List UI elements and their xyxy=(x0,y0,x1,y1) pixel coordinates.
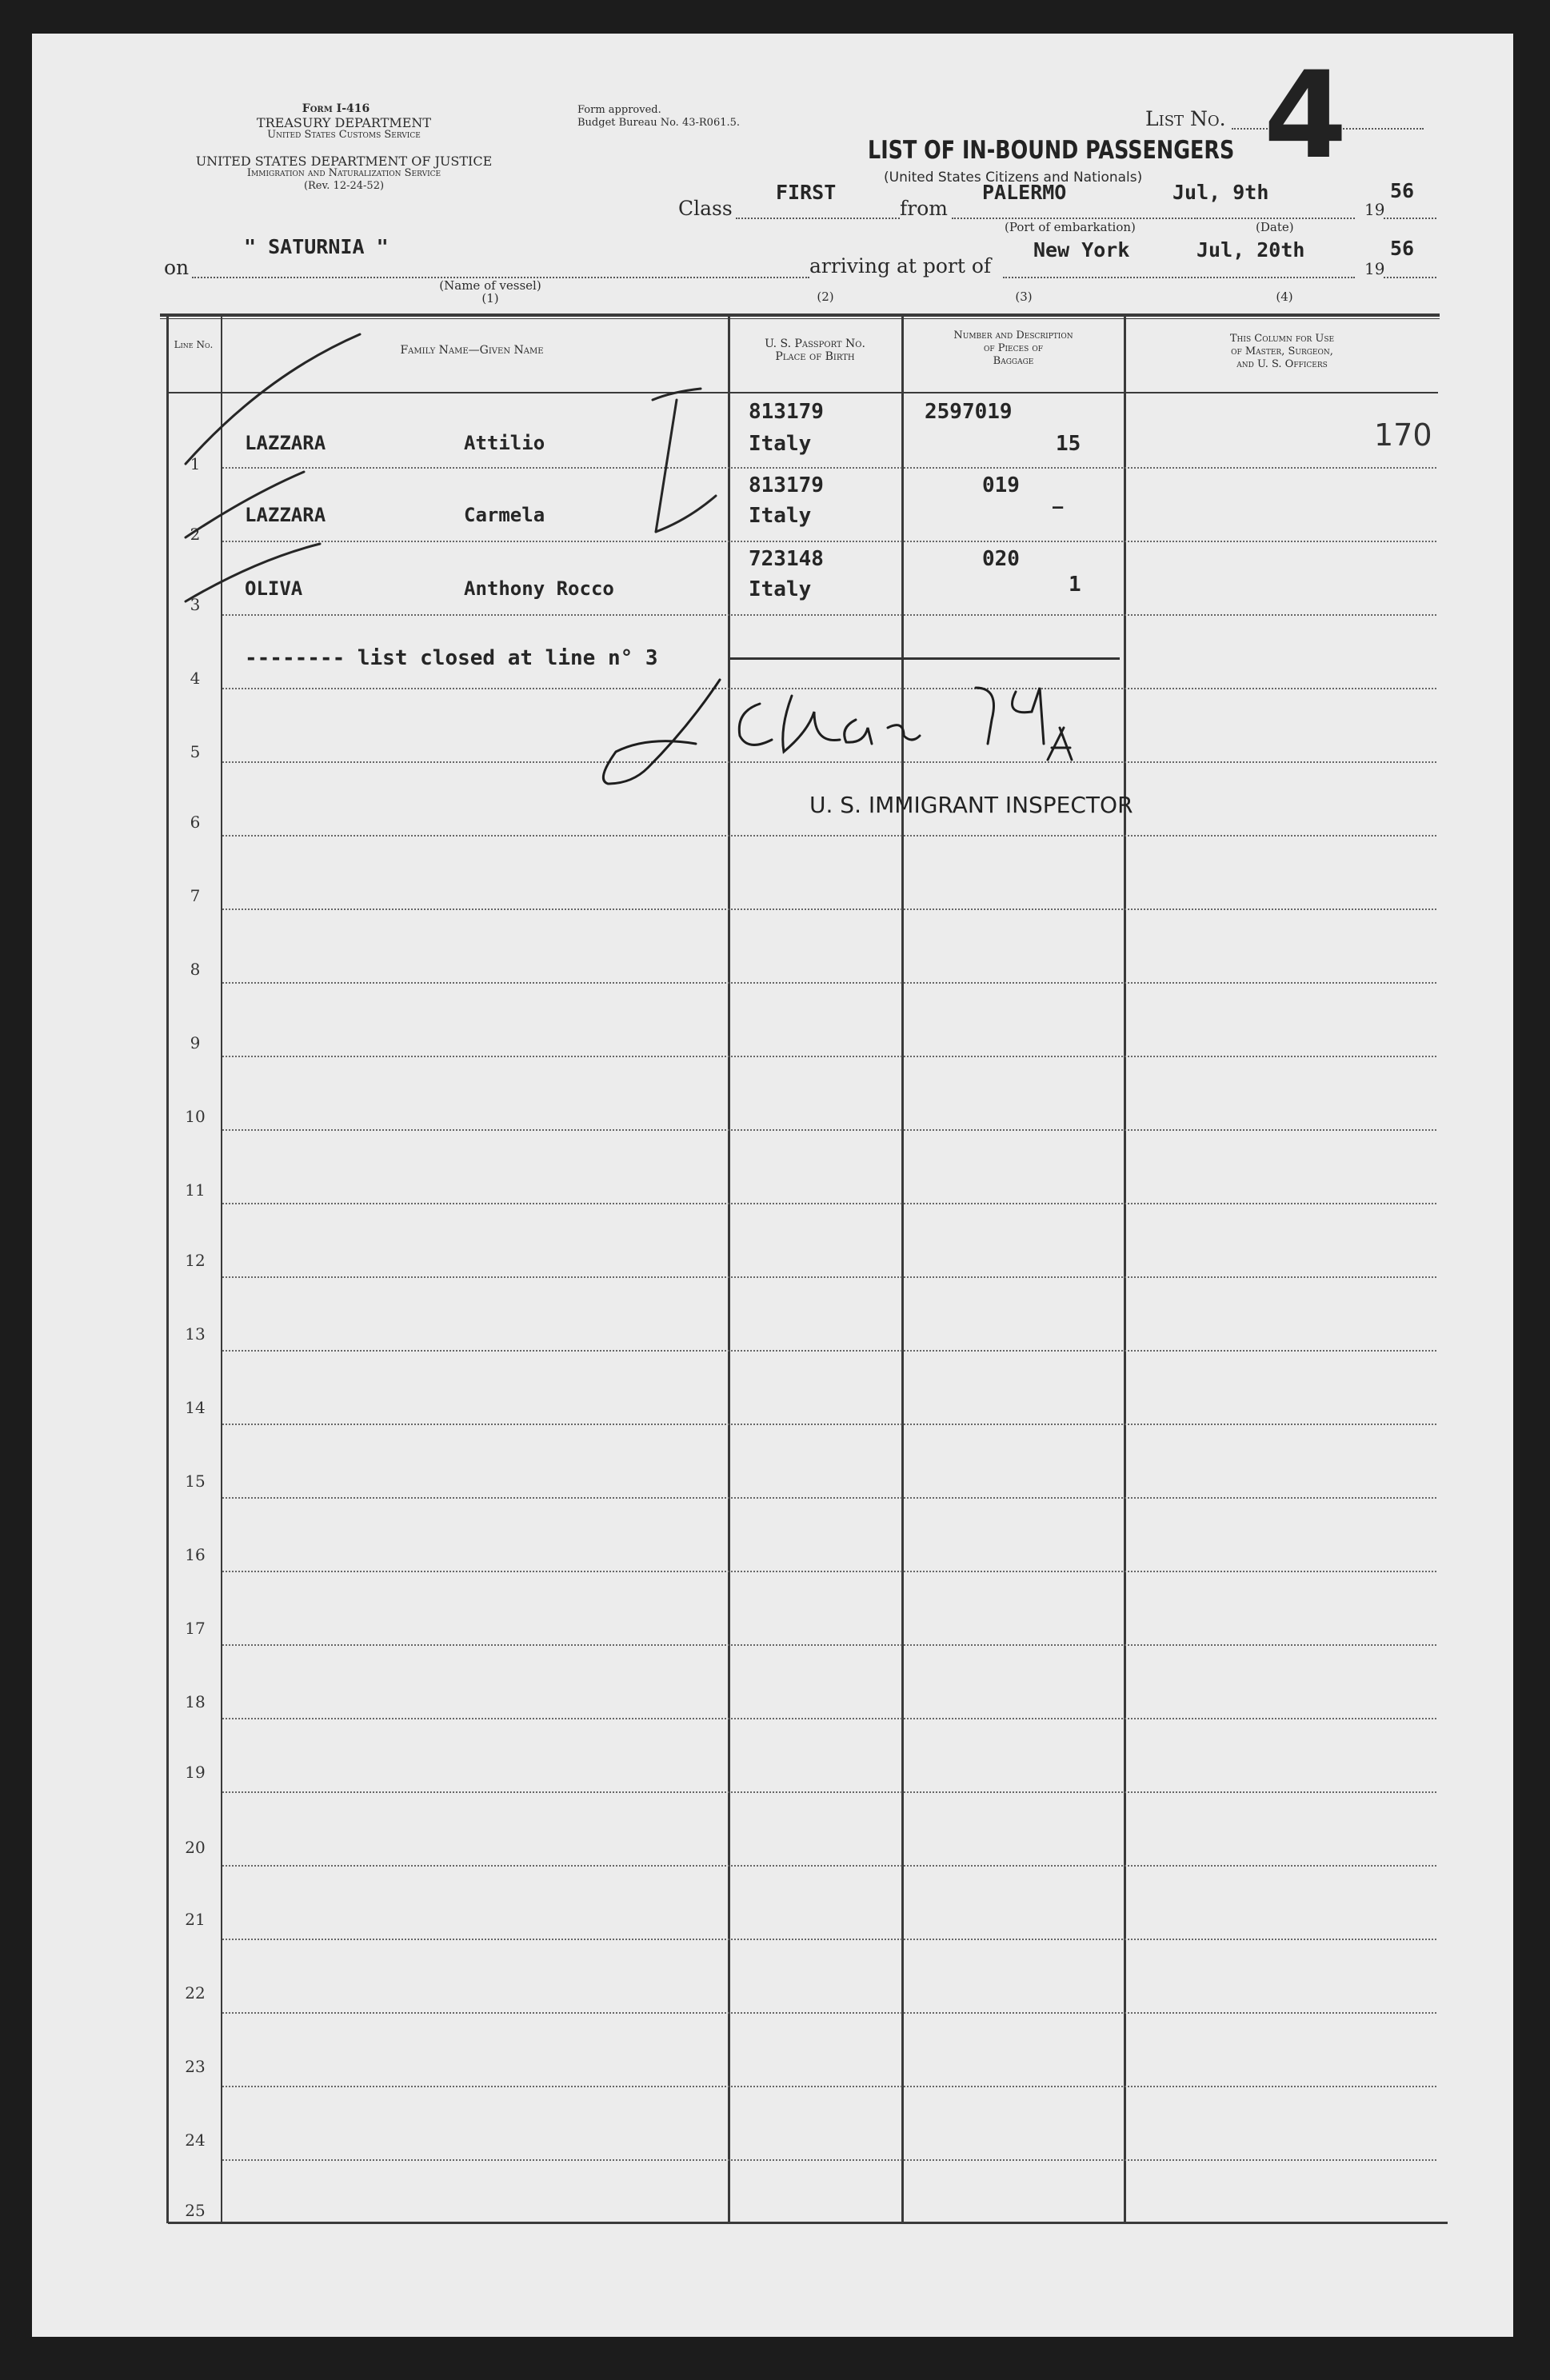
line-number: 18 xyxy=(185,1692,206,1711)
line-number: 7 xyxy=(190,886,201,905)
row-separator xyxy=(222,1497,1436,1499)
customs-service: United States Customs Service xyxy=(267,129,421,141)
row-separator xyxy=(222,1718,1436,1719)
col-divider-line xyxy=(221,317,222,2223)
caption-1: (1) xyxy=(481,291,499,305)
line-number: 16 xyxy=(185,1545,206,1564)
header-birth: Place of Birth xyxy=(775,350,855,363)
passport-number: 813179 xyxy=(749,400,824,424)
baggage-pieces: 1 xyxy=(1069,573,1081,597)
departure-date: Jul, 9th xyxy=(1172,181,1269,204)
place-of-birth: Italy xyxy=(749,432,812,456)
line-number: 5 xyxy=(190,742,201,761)
arrival-port: New York xyxy=(1033,238,1130,262)
row-separator xyxy=(222,1865,1436,1867)
list-closed-note: -------- list closed at line n° 3 xyxy=(245,646,658,670)
place-of-birth: Italy xyxy=(749,504,812,528)
line-number: 22 xyxy=(185,1983,206,2003)
officer-note: 170 xyxy=(1374,417,1432,453)
row-separator xyxy=(222,908,1436,910)
vessel-caption: (Name of vessel) xyxy=(439,278,541,293)
inspector-signature xyxy=(600,664,1160,792)
arrival-year-prefix: 19 xyxy=(1364,259,1385,278)
line-number: 11 xyxy=(185,1180,206,1200)
line-number: 12 xyxy=(185,1251,206,1270)
line-number: 10 xyxy=(185,1107,206,1126)
line-number: 4 xyxy=(190,669,201,688)
family-name: LAZZARA xyxy=(245,432,326,454)
port-caption: (Port of embarkation) xyxy=(1005,220,1136,234)
row-separator xyxy=(222,1350,1436,1352)
line-number: 20 xyxy=(185,1838,206,1857)
year-prefix: 19 xyxy=(1364,200,1385,219)
line-number: 15 xyxy=(185,1472,206,1491)
form-title: LIST OF IN-BOUND PASSENGERS xyxy=(868,136,1235,165)
vessel-name: " SATURNIA " xyxy=(244,235,389,258)
arrival-year-underline xyxy=(1384,277,1436,278)
row-separator xyxy=(222,541,1436,542)
baggage-pieces: — xyxy=(1053,497,1064,517)
caption-2: (2) xyxy=(817,290,834,304)
list-no-value: 4 xyxy=(1264,46,1348,186)
given-name: Anthony Rocco xyxy=(464,577,614,600)
row-separator xyxy=(222,467,1436,469)
revision-date: (Rev. 12-24-52) xyxy=(303,180,385,192)
passenger-list-form xyxy=(32,34,1513,2337)
on-label: on xyxy=(164,256,190,279)
class-label: Class xyxy=(678,197,733,220)
baggage-number: 2597019 xyxy=(925,400,1013,424)
date-underline xyxy=(1196,218,1355,219)
header-baggage-3: Baggage xyxy=(993,355,1034,367)
passport-number: 723148 xyxy=(749,547,824,571)
row-separator xyxy=(222,982,1436,984)
col-divider-baggage xyxy=(1124,317,1126,2223)
table-bottom-border xyxy=(168,2222,1448,2224)
ins-service: Immigration and Naturalization Service xyxy=(246,167,441,179)
row-separator xyxy=(222,614,1436,616)
budget-bureau: Budget Bureau No. 43-R061.5. xyxy=(577,117,741,129)
year-underline xyxy=(1384,218,1436,219)
inspector-title: U. S. IMMIGRANT INSPECTOR xyxy=(809,792,1133,818)
col-divider-passport xyxy=(901,317,904,2223)
line-number: 14 xyxy=(185,1398,206,1417)
table-top-border xyxy=(160,313,1440,317)
row-separator xyxy=(222,1791,1436,1793)
line-number: 24 xyxy=(185,2130,206,2150)
table-top-border-inner xyxy=(160,318,1440,319)
given-name: Attilio xyxy=(464,432,545,454)
row-separator xyxy=(222,1424,1436,1425)
justice-department: UNITED STATES DEPARTMENT OF JUSTICE xyxy=(195,154,493,169)
class-underline xyxy=(736,218,900,219)
list-no-label: List No. xyxy=(1145,107,1226,130)
header-baggage-2: of Pieces of xyxy=(983,342,1043,354)
line-number: 2 xyxy=(190,525,201,544)
header-baggage: Number and Description xyxy=(953,329,1073,341)
header-line-no: Line No. xyxy=(174,339,214,350)
form-approved: Form approved. xyxy=(577,104,661,116)
from-underline xyxy=(952,218,1196,219)
closed-rule xyxy=(729,657,1120,660)
form-subtitle: (United States Citizens and Nationals) xyxy=(884,170,1143,186)
from-label: from xyxy=(900,197,948,220)
arrival-date: Jul, 20th xyxy=(1196,238,1305,262)
table-left-border xyxy=(166,317,169,2223)
line-number: 21 xyxy=(185,1910,206,1929)
arriving-label: arriving at port of xyxy=(809,254,992,278)
line-number: 19 xyxy=(185,1763,206,1782)
line-number: 8 xyxy=(190,960,201,979)
date-caption: (Date) xyxy=(1256,220,1294,234)
caption-3: (3) xyxy=(1015,290,1033,304)
baggage-pieces: 15 xyxy=(1056,432,1081,456)
row-separator xyxy=(222,1644,1436,1646)
header-family-name: Family Name—Given Name xyxy=(400,344,544,357)
place-of-birth: Italy xyxy=(749,577,812,601)
family-name: OLIVA xyxy=(245,577,303,600)
line-number: 6 xyxy=(190,813,201,832)
header-officers: This Column for Use xyxy=(1229,333,1335,345)
given-name: Carmela xyxy=(464,504,545,526)
line-number: 23 xyxy=(185,2057,206,2076)
header-officers-3: and U. S. Officers xyxy=(1236,358,1328,370)
row-separator xyxy=(222,1203,1436,1204)
row-separator xyxy=(222,1056,1436,1057)
row-separator xyxy=(222,2086,1436,2087)
header-passport: U. S. Passport No. xyxy=(765,337,865,350)
arrival-underline xyxy=(1003,277,1355,278)
header-separator xyxy=(168,392,1438,393)
treasury-department: TREASURY DEPARTMENT xyxy=(256,115,432,130)
line-number: 1 xyxy=(190,454,201,473)
line-number: 3 xyxy=(190,595,201,614)
row-separator xyxy=(222,1571,1436,1572)
row-separator xyxy=(222,2159,1436,2161)
caption-4: (4) xyxy=(1276,290,1293,304)
from-value: PALERMO xyxy=(982,181,1067,204)
family-name: LAZZARA xyxy=(245,504,326,526)
departure-year: 56 xyxy=(1390,179,1415,202)
header-officers-2: of Master, Surgeon, xyxy=(1231,345,1333,357)
line-number: 9 xyxy=(190,1033,201,1052)
baggage-number: 020 xyxy=(982,547,1020,571)
row-separator xyxy=(222,1939,1436,1940)
baggage-number: 019 xyxy=(982,473,1020,497)
line-number: 25 xyxy=(185,2201,206,2220)
passport-number: 813179 xyxy=(749,473,824,497)
class-value: FIRST xyxy=(776,181,837,204)
row-separator xyxy=(222,1129,1436,1131)
row-separator xyxy=(222,2012,1436,2014)
col-divider-name xyxy=(728,317,730,2223)
line-number: 17 xyxy=(185,1619,206,1638)
form-number: Form I-416 xyxy=(302,102,370,115)
row-separator xyxy=(222,835,1436,837)
row-separator xyxy=(222,1276,1436,1278)
arrival-year: 56 xyxy=(1390,237,1415,260)
line-number: 13 xyxy=(185,1324,206,1344)
